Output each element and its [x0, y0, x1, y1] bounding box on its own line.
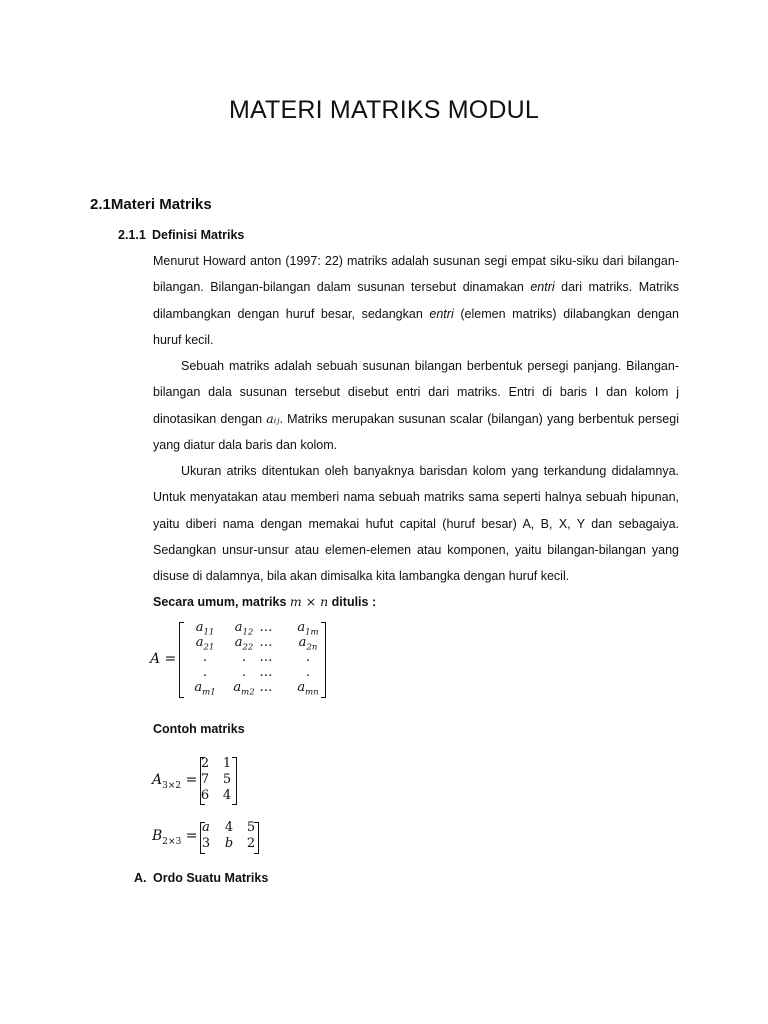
paragraph-emphasis: entri	[530, 280, 555, 295]
matrix-general-cell-r5-c1: $a_{m1}$	[194, 680, 216, 698]
section-number: 2.1	[90, 196, 111, 213]
subsection-heading	[118, 228, 244, 242]
matrix-general-cell-r3-c4: .	[305, 650, 311, 665]
matrix-a-cell-r1-c1: 2	[200, 756, 210, 771]
matrix-b-cell-r2-c2: b	[224, 836, 234, 851]
equals-sign: =	[185, 772, 198, 788]
document-title: MATERI MATRIKS MODUL	[228, 96, 540, 124]
section-title: Materi Matriks	[110, 196, 212, 213]
matrix-general-cell-r2-c2: $a_{22}$	[234, 635, 254, 653]
matrix-a-cell-r3-c2: 4	[222, 788, 232, 803]
matrix-b-cell-r2-c3: 2	[246, 836, 256, 851]
matrix-b-order: 2×3	[162, 836, 182, 847]
matrix-general-cell-r3-c1: .	[202, 650, 208, 665]
matrix-general-cell-r3-c3: …	[259, 650, 273, 665]
matrix-bracket-left	[179, 622, 184, 698]
general-form-prefix: Secara umum, matriks	[153, 595, 290, 609]
equals-sign: =	[185, 828, 198, 844]
matrix-a-name: A	[152, 772, 163, 788]
paragraph-text: Menurut Howard anton (1997: 22) matriks adalah susunan segi empat siku-siku dari bilangan-bilangan. Bilangan-bilangan dalam susunan tersebut dinamakan	[153, 254, 679, 295]
matrix-a-cell-r1-c2: 1	[222, 756, 232, 771]
matrix-general-cell-r4-c1: .	[202, 665, 208, 680]
math-inline: m × n	[289, 594, 329, 609]
matrix-general-cell-r2-c3: …	[259, 635, 273, 650]
matrix-b-cell-r1-c1: a	[202, 820, 210, 835]
matrix-general-label: A =	[150, 651, 177, 667]
matrix-b-name: B	[152, 828, 163, 844]
paragraph-matrix-size	[153, 458, 679, 589]
paragraph-definition	[153, 248, 679, 353]
matrix-general-cell-r5-c4: $a_{mn}$	[297, 680, 319, 698]
matrix-general-cell-r2-c1: $a_{21}$	[195, 635, 215, 653]
paragraph-matrix-description	[153, 353, 679, 458]
matrix-a-order: 3×2	[162, 780, 182, 791]
list-item-text: Ordo Suatu Matriks	[153, 871, 269, 885]
paragraph-text: Ukuran atriks ditentukan oleh banyaknya barisdan kolom yang terkandung didalamnya. Untuk menyatakan atau memberi nama sebuah matriks sama seperti halnya sebuah hipunan, yaitu diberi nama dengan memakai hufut capital (huruf besar) A, B, X, Y dan sebagaiya. Sedangkan unsur-unsur atau elemen-elemen atau komponen, yaitu bilangan-bilangan yang disuse di dalamnya, bila akan dimisalka kita lambangka dengan huruf kecil.	[153, 464, 679, 584]
matrix-general-cell-r4-c4: .	[305, 665, 311, 680]
general-form-label	[153, 594, 376, 609]
matrix-a-cell-r2-c1: 7	[200, 772, 210, 787]
matrix-b-cell-r1-c3: 5	[246, 820, 256, 835]
matrix-general-cell-r5-c2: $a_{m2}$	[233, 680, 255, 698]
matrix-general-cell-r3-c2: .	[241, 650, 247, 665]
matrix-general-cell-r1-c3: …	[259, 620, 273, 635]
matrix-b-cell-r2-c1: 3	[201, 836, 211, 851]
matrix-a-cell-r2-c2: 5	[222, 772, 232, 787]
matrix-b-cell-r1-c2: 4	[224, 820, 234, 835]
matrix-general-cell-r4-c2: .	[241, 665, 247, 680]
general-form-suffix: ditulis :	[328, 595, 377, 609]
example-heading: Contoh matriks	[153, 722, 245, 736]
matrix-general-cell-r1-c1: $a_{11}$	[195, 620, 215, 638]
list-marker: A.	[134, 871, 147, 885]
math-inline: aᵢⱼ	[266, 410, 280, 426]
paragraph-emphasis: entri	[429, 306, 454, 321]
section-heading	[90, 196, 212, 213]
matrix-general-cell-r4-c3: …	[259, 665, 273, 680]
list-item-ordo	[134, 871, 268, 885]
matrix-general-cell-r2-c4: $a_{2n}$	[298, 635, 318, 653]
paragraph-text: . Matriks merupakan susunan scalar (bilangan) yang berbentuk persegi yang diatur dala baris dan kolom.	[153, 411, 679, 452]
matrix-general-cell-r5-c3: …	[259, 680, 273, 695]
paragraph-text: Sebuah matriks adalah sebuah susunan bilangan berbentuk persegi panjang. Bilangan-bilangan dala susunan tersebut disebut entri dari matriks. Entri di baris I dan kolom j dinotasikan dengan	[153, 359, 679, 426]
matrix-general-cell-r1-c4: $a_{1m}$	[297, 620, 319, 638]
paragraph-text: dari matriks. Matriks dilambangkan dengan huruf besar, sedangkan	[153, 280, 679, 321]
subsection-number: 2.1.1	[118, 228, 146, 242]
paragraph-text: (elemen matriks) dilabangkan dengan huruf kecil.	[153, 306, 679, 347]
subsection-title: Definisi Matriks	[152, 228, 245, 242]
matrix-general-cell-r1-c2: $a_{12}$	[234, 620, 254, 638]
matrix-a-cell-r3-c1: 6	[200, 788, 210, 803]
